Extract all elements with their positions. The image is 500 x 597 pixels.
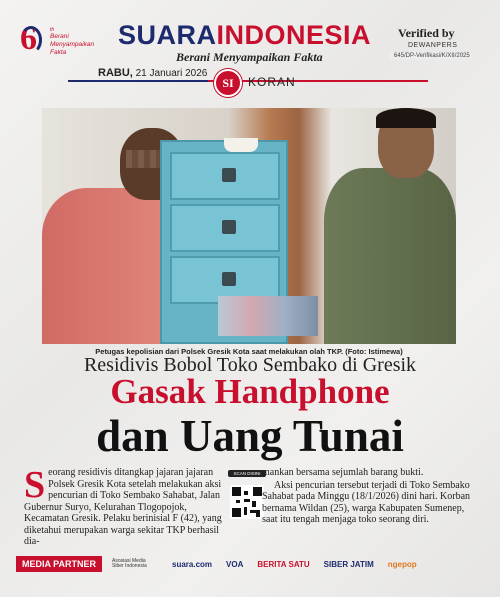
verification-number: 645/DP-Verifikasi/K/XII/2025 bbox=[390, 52, 474, 60]
face-blur bbox=[126, 150, 162, 168]
anniversary-line-2: Menyampaikan bbox=[50, 41, 95, 48]
logo-part-1: SUARA bbox=[118, 20, 217, 50]
news-photo bbox=[42, 108, 456, 344]
article-col1-text: eorang residivis ditangkap jajaran jajaran Polsek Gresik Kota setelah melakukan aksi pencurian di Toko Sembako Sahabat, Jalan Gubernur Suryo, Kelurahan Tlogopojok, Kecamatan Gresik. Pelaku berinisial F (42), yang diketahui merupakan warga sekitar TKP berhasil dia- bbox=[24, 467, 222, 547]
article-column-2 bbox=[262, 467, 482, 527]
article-column-1 bbox=[24, 464, 226, 548]
issue-date bbox=[98, 67, 207, 79]
tagline: Berani Menyampaikan Fakta bbox=[176, 50, 323, 64]
si-logo: SI bbox=[214, 69, 242, 97]
headline-kicker: Residivis Bobol Toko Sembako di Gresik bbox=[83, 354, 417, 376]
photo-items bbox=[218, 296, 318, 336]
anniversary-badge bbox=[16, 22, 96, 62]
logo-part-2: INDONESIA bbox=[216, 20, 372, 50]
partner-suara[interactable]: suara.com bbox=[172, 559, 213, 569]
photo-caption: Petugas kepolisian dari Polsek Gresik Kota saat melakukan olah TKP. (Foto: Istimewa) bbox=[95, 347, 403, 356]
verified-by: Verified by bbox=[398, 26, 455, 40]
masthead-rule-accent bbox=[68, 80, 208, 82]
media-partner-label: MEDIA PARTNER bbox=[16, 556, 102, 572]
anniversary-ring-icon bbox=[20, 26, 42, 54]
partner-beritasatu[interactable]: BERITA SATU bbox=[257, 559, 310, 569]
anniversary-line-1: Berani bbox=[50, 33, 69, 40]
partner-amsi[interactable]: Asosiasi Media Siber Indonesia bbox=[112, 558, 147, 569]
anniversary-superscript: th bbox=[50, 27, 55, 33]
headline-line-1: Gasak Handphone bbox=[110, 372, 390, 411]
qr-code-icon[interactable] bbox=[230, 485, 264, 519]
headline-line-2: dan Uang Tunai bbox=[96, 411, 404, 461]
section-koran: KORAN bbox=[248, 75, 296, 89]
article-col3-para-2: Aksi pencurian tersebut terjadi di Toko Sembako Sahabat pada Minggu (18/1/2026) dini hari. Korban bernama Wildan (25), warga Kabupaten Sumenep, saat itu tengah menjaga toko seorang diri. bbox=[262, 479, 471, 525]
partner-voa[interactable]: VOA bbox=[226, 559, 244, 569]
partner-ngepop[interactable]: ngepop bbox=[387, 559, 417, 569]
dewan-pers: DEWANPERS bbox=[408, 42, 458, 49]
anniversary-number: 6 bbox=[20, 20, 37, 57]
article-col3-para-1: mankan bersama sejumlah barang bukti. bbox=[262, 467, 424, 478]
photo-officer bbox=[312, 108, 456, 344]
media-partner-bar bbox=[16, 555, 484, 573]
anniversary-line-3: Fakta bbox=[50, 49, 67, 56]
issue-date-text: 21 Januari 2026 bbox=[135, 68, 208, 79]
photo-bowl bbox=[224, 138, 258, 152]
issue-day: RABU, bbox=[98, 67, 133, 79]
drop-cap: S bbox=[24, 464, 46, 506]
partner-siberjatim[interactable]: SIBER JATIM bbox=[323, 559, 374, 569]
scan-label: SCAN DISINI bbox=[228, 470, 266, 477]
suara-indonesia-logo[interactable] bbox=[118, 20, 371, 51]
